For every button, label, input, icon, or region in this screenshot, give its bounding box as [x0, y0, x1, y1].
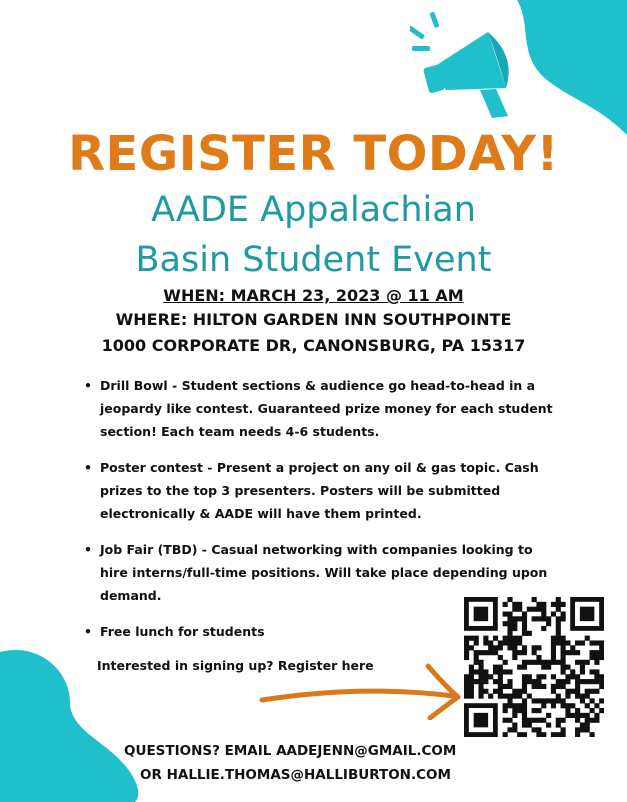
megaphone-icon	[410, 10, 520, 120]
list-item-job-fair: • Job Fair (TBD) - Casual networking with companies looking to hire interns/full-time positions. Will take place depending upon demand.	[84, 538, 554, 607]
registration-qr-code[interactable]	[464, 597, 604, 737]
contact-email-line-2: OR HALLIE.THOMAS@HALLIBURTON.COM	[140, 767, 451, 783]
list-item-drill-bowl: • Drill Bowl - Student sections & audience go head-to-head in a jeopardy like contest. Guaranteed prize money for each student section! Each team needs 4-6 students.	[84, 374, 554, 443]
event-name-line-1: AADE Appalachian	[151, 190, 476, 230]
list-item-free-lunch: • Free lunch for students	[84, 620, 554, 643]
event-name-line-2: Basin Student Event	[135, 240, 492, 280]
arrow-right-icon	[258, 660, 468, 720]
event-address: 1000 CORPORATE DR, CANONSBURG, PA 15317	[101, 336, 526, 355]
signup-prompt: Interested in signing up? Register here	[97, 658, 374, 673]
page-title: REGISTER TODAY!	[68, 126, 559, 182]
contact-email-line-1: QUESTIONS? EMAIL AADEJENN@GMAIL.COM	[124, 743, 457, 759]
event-venue: WHERE: HILTON GARDEN INN SOUTHPOINTE	[115, 310, 512, 329]
event-date: WHEN: MARCH 23, 2023 @ 11 AM	[163, 286, 464, 305]
list-item-poster-contest: • Poster contest - Present a project on any oil & gas topic. Cash prizes to the top 3 presenters. Posters will be submitted electronically & AADE will have them printed.	[84, 456, 554, 525]
